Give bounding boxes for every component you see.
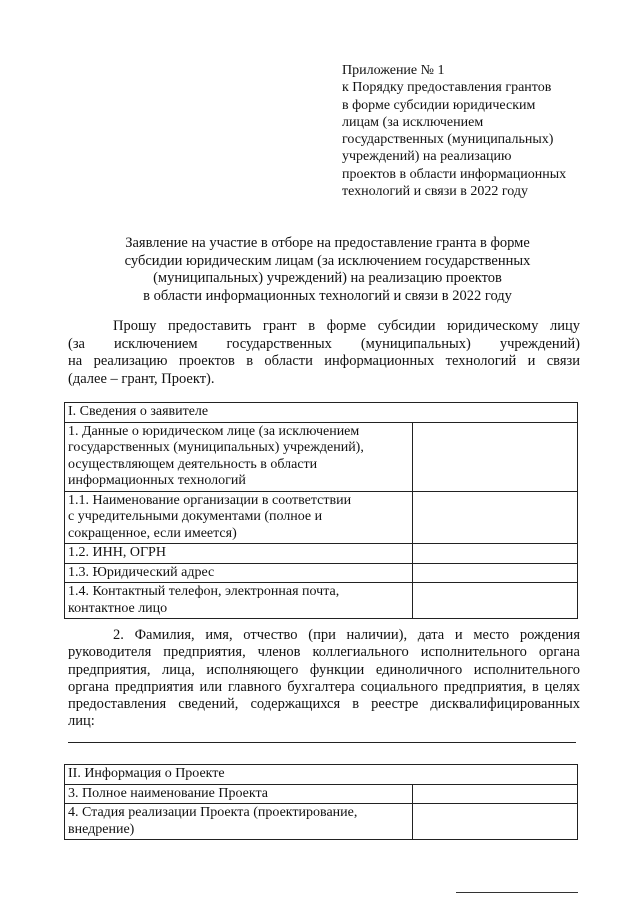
label-line: 3. Полное наименование Проекта bbox=[68, 785, 269, 801]
row-label bbox=[65, 804, 413, 840]
appendix-line: учреждений) на реализацию bbox=[342, 149, 512, 165]
section-header: II. Информация о Проекте bbox=[65, 765, 578, 785]
paragraph-line: предприятия, лица, исполняющего функции единоличного исполнительного bbox=[68, 661, 580, 678]
label-line: 1.4. Контактный телефон, электронная почта, bbox=[68, 584, 340, 599]
label-line: внедрение) bbox=[68, 821, 135, 837]
label-line: осуществляющем деятельность в области bbox=[68, 456, 318, 472]
row-value-cell[interactable] bbox=[413, 583, 578, 619]
row-label bbox=[65, 563, 413, 583]
fill-in-line[interactable] bbox=[68, 742, 576, 743]
title-line: субсидии юридическим лицам (за исключением государственных bbox=[124, 252, 531, 269]
label-line: контактное лицо bbox=[68, 600, 168, 616]
row-label bbox=[65, 491, 413, 544]
row-label bbox=[65, 583, 413, 619]
row-value-cell[interactable] bbox=[413, 563, 578, 583]
appendix-line: к Порядку предоставления грантов bbox=[342, 80, 552, 96]
label-line: 1.1. Наименование организации в соответствии bbox=[68, 492, 352, 508]
table-row bbox=[65, 422, 578, 491]
row-value-cell[interactable] bbox=[413, 422, 578, 491]
appendix-line: технологий и связи в 2022 году bbox=[342, 184, 528, 200]
table-header-row bbox=[65, 403, 578, 423]
appendix-line: лицам (за исключением bbox=[342, 114, 484, 130]
row-label bbox=[65, 422, 413, 491]
table-row bbox=[65, 491, 578, 544]
label-line: информационных технологий bbox=[68, 473, 246, 488]
paragraph-line: руководителя предприятия, членов коллегиального исполнительного органа bbox=[68, 644, 580, 661]
document-title bbox=[60, 235, 595, 305]
section-header: I. Сведения о заявителе bbox=[65, 403, 578, 423]
appendix-line: Приложение № 1 bbox=[342, 63, 445, 78]
title-line: Заявление на участие в отборе на предоставление гранта в форме bbox=[125, 235, 530, 251]
appendix-line: проектов в области информационных bbox=[342, 166, 567, 182]
paragraph-line: органа предприятия или главного бухгалтера социального предприятия, в целях bbox=[68, 678, 580, 695]
table-row bbox=[65, 583, 578, 619]
table-row bbox=[65, 563, 578, 583]
appendix-line: государственных (муниципальных) bbox=[342, 132, 554, 148]
row-value-cell[interactable] bbox=[413, 804, 578, 840]
label-line: 1.2. ИНН, ОГРН bbox=[68, 545, 166, 560]
label-line: 1. Данные о юридическом лице (за исключением bbox=[68, 423, 360, 439]
row-value-cell[interactable] bbox=[413, 544, 578, 564]
row-label bbox=[65, 784, 413, 804]
project-info-table bbox=[64, 764, 578, 840]
title-line: в области информационных технологий и связи в 2022 году bbox=[143, 287, 512, 304]
paragraph-line: (далее – грант, Проект). bbox=[68, 370, 215, 387]
appendix-line: в форме субсидии юридическим bbox=[342, 97, 536, 113]
row-value-cell[interactable] bbox=[413, 784, 578, 804]
table-header-row bbox=[65, 765, 578, 785]
page-bottom-line bbox=[456, 892, 578, 893]
director-info-paragraph bbox=[68, 627, 580, 731]
applicant-info-table bbox=[64, 402, 578, 619]
table-row bbox=[65, 804, 578, 840]
paragraph-line: Прошу предоставить грант в форме субсидии юридическому лицу bbox=[113, 318, 580, 334]
label-line: 4. Стадия реализации Проекта (проектирование, bbox=[68, 805, 358, 820]
table-row bbox=[65, 544, 578, 564]
row-label bbox=[65, 544, 413, 564]
request-paragraph bbox=[68, 318, 580, 388]
label-line: сокращенное, если имеется) bbox=[68, 525, 237, 541]
label-line: 1.3. Юридический адрес bbox=[68, 564, 215, 580]
appendix-heading bbox=[342, 62, 602, 200]
paragraph-line: предоставления сведений, содержащихся в реестре дисквалифицированных bbox=[68, 696, 580, 713]
paragraph-line: (за исключением государственных (муниципальных) учреждений) bbox=[68, 335, 580, 352]
paragraph-line: 2. Фамилия, имя, отчество (при наличии), дата и место рождения bbox=[113, 627, 580, 643]
label-line: государственных (муниципальных) учреждений), bbox=[68, 440, 364, 455]
paragraph-line: лиц: bbox=[68, 713, 95, 730]
title-line: (муниципальных) учреждений) на реализацию проектов bbox=[153, 270, 502, 286]
label-line: с учредительными документами (полное и bbox=[68, 509, 323, 524]
row-value-cell[interactable] bbox=[413, 491, 578, 544]
paragraph-line: на реализацию проектов в области информационных технологий и связи bbox=[68, 353, 580, 369]
table-row bbox=[65, 784, 578, 804]
